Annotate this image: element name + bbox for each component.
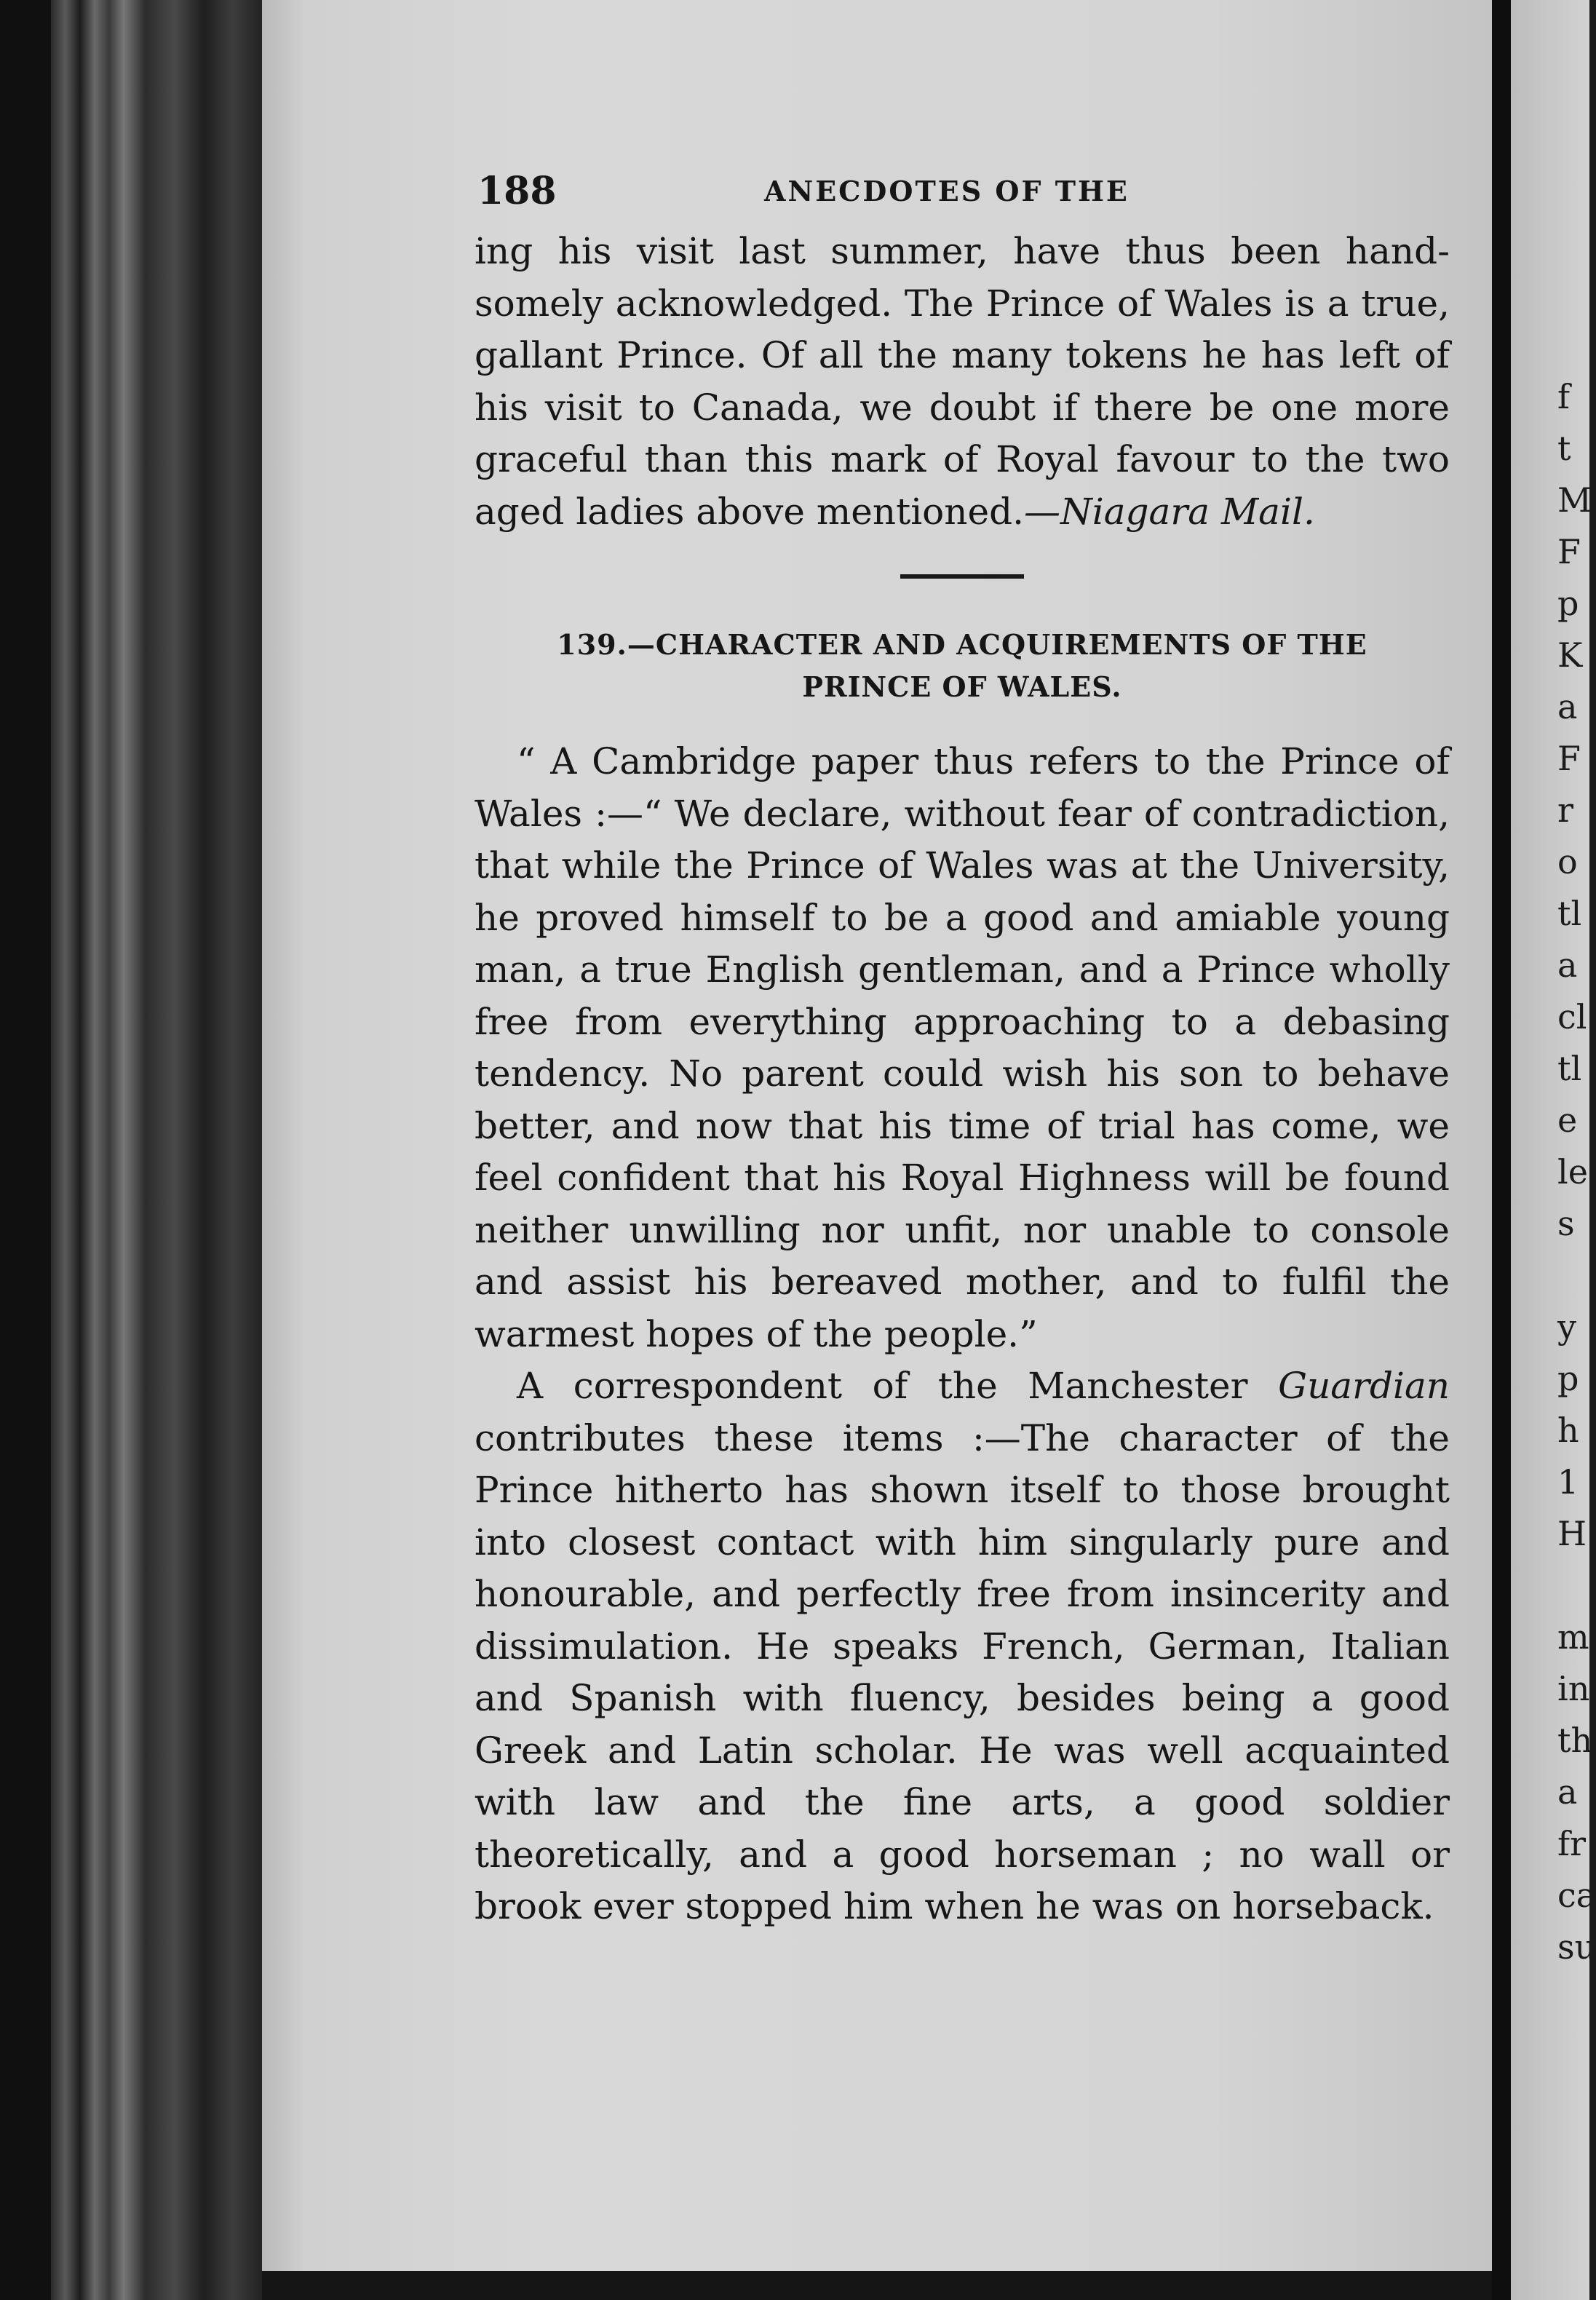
adjacent-page-fragment: e bbox=[1557, 1101, 1578, 1140]
adjacent-page-fragment: F bbox=[1557, 532, 1581, 571]
paragraph-3-lead: A correspondent of the Manchester bbox=[517, 1365, 1279, 1407]
adjacent-page-fragment: m bbox=[1557, 1617, 1589, 1657]
page-content bbox=[475, 160, 1450, 1933]
paragraph-continuation bbox=[475, 226, 1450, 538]
section-heading-line-1: 139.—CHARACTER AND ACQUIREMENTS OF THE bbox=[557, 628, 1367, 661]
paragraph-1-text: ing his visit last summer, have thus been hand-somely acknowledged. The Prince of Wales is a true, gallant Prince. Of all the many tokens he has left of his visit to Canada, we doubt if there be one more graceful than this mark of Royal favour to the two aged ladies above mentioned. bbox=[475, 230, 1450, 533]
adjacent-page-fragment: su bbox=[1557, 1927, 1596, 1967]
adjacent-page-fragment: fr bbox=[1557, 1824, 1587, 1863]
adjacent-page-fragment: o bbox=[1557, 842, 1578, 881]
paragraph-cambridge-quote: “ A Cambridge paper thus refers to the Prince of Wales :—“ We declare, without fear of contradiction, that while the Prince of Wales was at the University, he proved himself to be a good and amiable young man, a true English gentleman, and a Prince wholly free from everything approaching to a debasing tendency. No parent could wish his son to behave better, and now that his time of trial has come, we feel confident that his Royal Highness will be found neither unwilling nor unfit, nor unable to console and assist his bereaved mother, and to fulfil the warmest hopes of the people.” bbox=[475, 740, 1450, 1355]
adjacent-page-fragment: f bbox=[1557, 377, 1571, 416]
paragraph-3-rest: contributes these items :—The character of the Prince hitherto has shown itself to those brought into closest contact with him singularly pure and honourable, and perfectly free from insincerity and dissimulation. He speaks French, German, Italian and Spanish with fluency, besides being a good Greek and Latin scholar. He was well acquainted with law and the fine arts, a good soldier theoretically, and a good horseman ; no wall or brook ever stopped him when he was on horseback. bbox=[475, 1416, 1450, 1927]
adjacent-page-fragment: K bbox=[1557, 635, 1583, 675]
section-heading-line-2: PRINCE OF WALES. bbox=[802, 670, 1122, 703]
adjacent-page-fragment: a bbox=[1557, 687, 1578, 726]
adjacent-page-fragment: F bbox=[1557, 739, 1581, 778]
paragraph-correspondent bbox=[475, 1360, 1450, 1933]
running-head bbox=[475, 160, 1450, 226]
adjacent-page-fragment: tl bbox=[1557, 1049, 1582, 1088]
adjacent-page-fragment: ca bbox=[1557, 1876, 1596, 1915]
adjacent-page-fragment: h bbox=[1557, 1411, 1579, 1450]
adjacent-page-fragment: tl bbox=[1557, 894, 1582, 933]
adjacent-page-fragment: r bbox=[1557, 790, 1573, 830]
adjacent-page-fragment bbox=[1557, 1250, 1589, 1301]
adjacent-page-fragment: in bbox=[1557, 1669, 1590, 1708]
adjacent-page-fragment: s bbox=[1557, 1204, 1575, 1243]
page-number: 188 bbox=[477, 169, 557, 213]
adjacent-page-fragment: a bbox=[1557, 945, 1578, 985]
adjacent-page-fragment bbox=[1557, 1560, 1589, 1611]
adjacent-page-fragment: M bbox=[1557, 480, 1592, 520]
adjacent-page-fragment: le bbox=[1557, 1152, 1588, 1191]
paragraph-1-source: —Niagara Mail. bbox=[1023, 490, 1315, 533]
running-title: ANECDOTES OF THE bbox=[764, 175, 1129, 207]
bottom-shadow bbox=[262, 2271, 1492, 2300]
adjacent-page-fragment: a bbox=[1557, 1772, 1578, 1812]
guardian-title: Guardian bbox=[1278, 1365, 1450, 1407]
adjacent-page-fragment: 1 bbox=[1557, 1462, 1579, 1502]
adjacent-page-fragment: y bbox=[1557, 1307, 1576, 1347]
page-gutter bbox=[1492, 0, 1511, 2300]
adjacent-page-fragment: th bbox=[1557, 1721, 1593, 1760]
adjacent-page-fragment: t bbox=[1557, 429, 1571, 468]
adjacent-page-fragment: cl bbox=[1557, 997, 1587, 1036]
section-divider bbox=[900, 574, 1024, 579]
adjacent-page-fragment: H bbox=[1557, 1514, 1587, 1553]
book-spine bbox=[51, 0, 262, 2300]
adjacent-page-text bbox=[1557, 371, 1596, 1973]
section-heading bbox=[475, 624, 1450, 708]
adjacent-page-fragment: p bbox=[1557, 584, 1579, 623]
adjacent-page-fragment: p bbox=[1557, 1359, 1579, 1398]
